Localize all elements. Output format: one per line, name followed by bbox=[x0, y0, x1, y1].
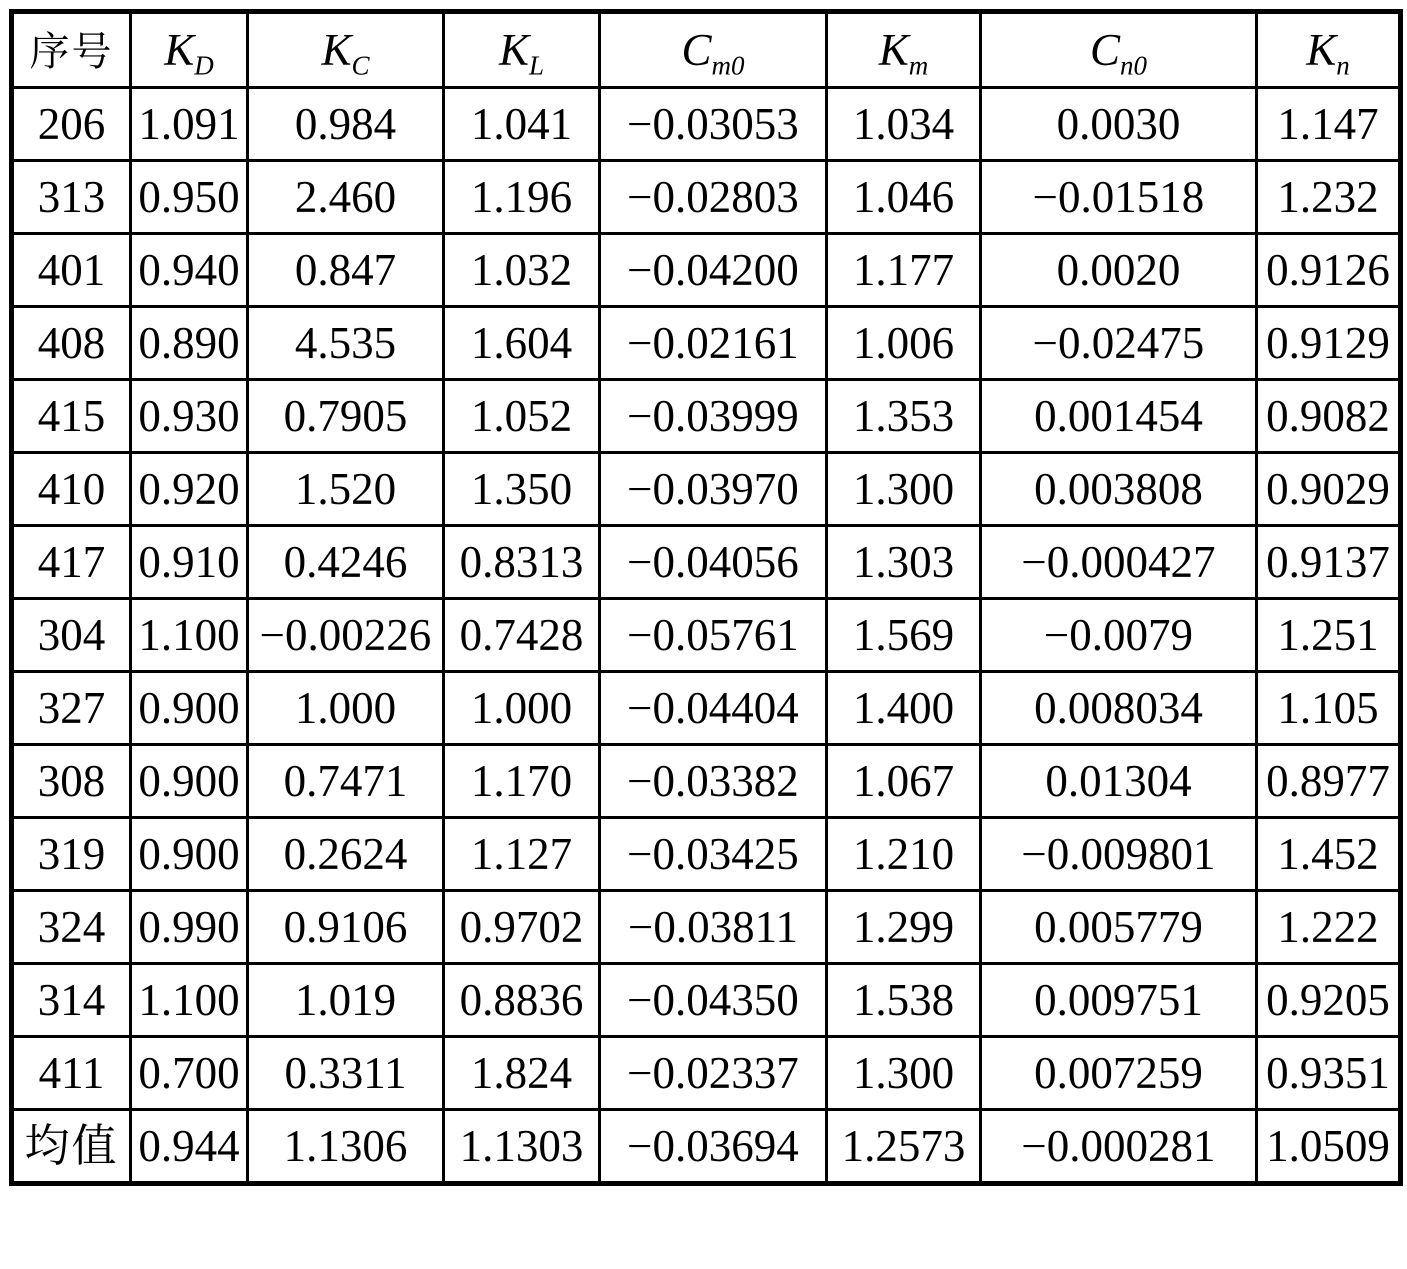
value-cell: 1.303 bbox=[827, 526, 981, 599]
value-cell: 1.127 bbox=[444, 818, 600, 891]
value-cell: 0.950 bbox=[131, 161, 248, 234]
value-cell: 0.900 bbox=[131, 745, 248, 818]
row-id-cell: 410 bbox=[12, 453, 131, 526]
value-cell: 1.1303 bbox=[444, 1110, 600, 1184]
value-cell: −0.01518 bbox=[981, 161, 1257, 234]
value-cell: 1.100 bbox=[131, 599, 248, 672]
header-label: 序号 bbox=[29, 28, 114, 74]
table-row bbox=[12, 380, 1401, 453]
value-cell: 1.300 bbox=[827, 453, 981, 526]
value-cell: 1.350 bbox=[444, 453, 600, 526]
value-cell: 1.251 bbox=[1257, 599, 1401, 672]
value-cell: −0.009801 bbox=[981, 818, 1257, 891]
value-cell: −0.03694 bbox=[600, 1110, 827, 1184]
value-cell: 1.052 bbox=[444, 380, 600, 453]
column-header-km bbox=[827, 12, 981, 88]
header-subscript: L bbox=[528, 49, 545, 80]
value-cell: −0.02337 bbox=[600, 1037, 827, 1110]
table-header bbox=[12, 12, 1401, 88]
table-row bbox=[12, 234, 1401, 307]
header-symbol: K bbox=[498, 24, 529, 75]
value-cell: 1.170 bbox=[444, 745, 600, 818]
header-subscript: m bbox=[908, 49, 929, 80]
value-cell: 0.9205 bbox=[1257, 964, 1401, 1037]
value-cell: 1.034 bbox=[827, 88, 981, 161]
value-cell: 0.990 bbox=[131, 891, 248, 964]
value-cell: 1.019 bbox=[248, 964, 444, 1037]
value-cell: 1.1306 bbox=[248, 1110, 444, 1184]
value-cell: 0.7905 bbox=[248, 380, 444, 453]
value-cell: 0.003808 bbox=[981, 453, 1257, 526]
row-id-cell: 206 bbox=[12, 88, 131, 161]
value-cell: 0.9082 bbox=[1257, 380, 1401, 453]
value-cell: 4.535 bbox=[248, 307, 444, 380]
value-cell: −0.03382 bbox=[600, 745, 827, 818]
value-cell: 0.4246 bbox=[248, 526, 444, 599]
header-symbol: C bbox=[681, 24, 712, 75]
value-cell: 0.7428 bbox=[444, 599, 600, 672]
value-cell: 1.569 bbox=[827, 599, 981, 672]
value-cell: −0.04200 bbox=[600, 234, 827, 307]
value-cell: 0.920 bbox=[131, 453, 248, 526]
column-header-kd bbox=[131, 12, 248, 88]
table-row bbox=[12, 818, 1401, 891]
value-cell: 1.041 bbox=[444, 88, 600, 161]
value-cell: 0.9702 bbox=[444, 891, 600, 964]
header-symbol: K bbox=[164, 24, 195, 75]
column-header-xuhao bbox=[12, 12, 131, 88]
value-cell: −0.03053 bbox=[600, 88, 827, 161]
value-cell: 1.520 bbox=[248, 453, 444, 526]
value-cell: −0.00226 bbox=[248, 599, 444, 672]
value-cell: 0.0020 bbox=[981, 234, 1257, 307]
table-row bbox=[12, 453, 1401, 526]
value-cell: −0.000427 bbox=[981, 526, 1257, 599]
table-row bbox=[12, 964, 1401, 1037]
value-cell: −0.02803 bbox=[600, 161, 827, 234]
value-cell: 1.824 bbox=[444, 1037, 600, 1110]
value-cell: 0.007259 bbox=[981, 1037, 1257, 1110]
row-id-cell: 327 bbox=[12, 672, 131, 745]
value-cell: 0.900 bbox=[131, 672, 248, 745]
column-header-cm0 bbox=[600, 12, 827, 88]
table-row bbox=[12, 672, 1401, 745]
value-cell: 1.400 bbox=[827, 672, 981, 745]
header-subscript: n0 bbox=[1120, 49, 1147, 80]
value-cell: 0.8836 bbox=[444, 964, 600, 1037]
row-id-cell: 304 bbox=[12, 599, 131, 672]
value-cell: 1.067 bbox=[827, 745, 981, 818]
value-cell: 1.105 bbox=[1257, 672, 1401, 745]
value-cell: −0.000281 bbox=[981, 1110, 1257, 1184]
value-cell: 0.2624 bbox=[248, 818, 444, 891]
value-cell: 0.890 bbox=[131, 307, 248, 380]
row-id-cell: 408 bbox=[12, 307, 131, 380]
value-cell: 0.009751 bbox=[981, 964, 1257, 1037]
row-id-cell: 313 bbox=[12, 161, 131, 234]
value-cell: 0.7471 bbox=[248, 745, 444, 818]
value-cell: 1.232 bbox=[1257, 161, 1401, 234]
header-subscript: C bbox=[351, 49, 370, 80]
table-row bbox=[12, 161, 1401, 234]
value-cell: 1.000 bbox=[248, 672, 444, 745]
value-cell: 1.300 bbox=[827, 1037, 981, 1110]
value-cell: 0.8977 bbox=[1257, 745, 1401, 818]
value-cell: 0.944 bbox=[131, 1110, 248, 1184]
value-cell: 0.847 bbox=[248, 234, 444, 307]
value-cell: 1.0509 bbox=[1257, 1110, 1401, 1184]
value-cell: 0.984 bbox=[248, 88, 444, 161]
value-cell: 1.196 bbox=[444, 161, 600, 234]
value-cell: −0.03970 bbox=[600, 453, 827, 526]
table-row bbox=[12, 88, 1401, 161]
row-id-cell: 417 bbox=[12, 526, 131, 599]
value-cell: 0.8313 bbox=[444, 526, 600, 599]
header-row bbox=[12, 12, 1401, 88]
table-row bbox=[12, 307, 1401, 380]
value-cell: 1.2573 bbox=[827, 1110, 981, 1184]
value-cell: 1.222 bbox=[1257, 891, 1401, 964]
value-cell: −0.03425 bbox=[600, 818, 827, 891]
table-body bbox=[12, 88, 1401, 1184]
value-cell: 1.538 bbox=[827, 964, 981, 1037]
value-cell: 1.210 bbox=[827, 818, 981, 891]
value-cell: 0.930 bbox=[131, 380, 248, 453]
value-cell: 0.9129 bbox=[1257, 307, 1401, 380]
value-cell: −0.04404 bbox=[600, 672, 827, 745]
column-header-kc bbox=[248, 12, 444, 88]
value-cell: −0.0079 bbox=[981, 599, 1257, 672]
table-row bbox=[12, 745, 1401, 818]
value-cell: −0.04350 bbox=[600, 964, 827, 1037]
value-cell: 1.000 bbox=[444, 672, 600, 745]
row-id-cell: 308 bbox=[12, 745, 131, 818]
value-cell: 0.008034 bbox=[981, 672, 1257, 745]
table-row bbox=[12, 526, 1401, 599]
value-cell: 1.032 bbox=[444, 234, 600, 307]
row-id-cell: 319 bbox=[12, 818, 131, 891]
table-row bbox=[12, 1037, 1401, 1110]
column-header-kl bbox=[444, 12, 600, 88]
value-cell: 0.3311 bbox=[248, 1037, 444, 1110]
row-id-cell: 411 bbox=[12, 1037, 131, 1110]
value-cell: 1.147 bbox=[1257, 88, 1401, 161]
value-cell: 0.005779 bbox=[981, 891, 1257, 964]
coefficient-table bbox=[9, 9, 1403, 1186]
row-id-cell: 401 bbox=[12, 234, 131, 307]
table-row bbox=[12, 599, 1401, 672]
value-cell: 1.604 bbox=[444, 307, 600, 380]
value-cell: 0.9137 bbox=[1257, 526, 1401, 599]
value-cell: 0.0030 bbox=[981, 88, 1257, 161]
value-cell: 1.299 bbox=[827, 891, 981, 964]
value-cell: −0.02161 bbox=[600, 307, 827, 380]
column-header-cn0 bbox=[981, 12, 1257, 88]
header-symbol: K bbox=[878, 24, 909, 75]
header-subscript: n bbox=[1336, 49, 1350, 80]
value-cell: 1.452 bbox=[1257, 818, 1401, 891]
value-cell: −0.03999 bbox=[600, 380, 827, 453]
column-header-kn bbox=[1257, 12, 1401, 88]
value-cell: 0.01304 bbox=[981, 745, 1257, 818]
value-cell: 2.460 bbox=[248, 161, 444, 234]
header-symbol: C bbox=[1089, 24, 1120, 75]
value-cell: 1.353 bbox=[827, 380, 981, 453]
value-cell: 0.9029 bbox=[1257, 453, 1401, 526]
value-cell: 0.9106 bbox=[248, 891, 444, 964]
value-cell: 0.9126 bbox=[1257, 234, 1401, 307]
row-id-cell: 324 bbox=[12, 891, 131, 964]
value-cell: 1.006 bbox=[827, 307, 981, 380]
header-subscript: m0 bbox=[711, 49, 745, 80]
value-cell: 0.700 bbox=[131, 1037, 248, 1110]
value-cell: −0.02475 bbox=[981, 307, 1257, 380]
value-cell: 0.001454 bbox=[981, 380, 1257, 453]
table-row-mean bbox=[12, 1110, 1401, 1184]
row-id-cell: 415 bbox=[12, 380, 131, 453]
value-cell: 0.900 bbox=[131, 818, 248, 891]
value-cell: −0.04056 bbox=[600, 526, 827, 599]
value-cell: −0.05761 bbox=[600, 599, 827, 672]
row-id-cell: 314 bbox=[12, 964, 131, 1037]
header-symbol: K bbox=[1306, 24, 1337, 75]
header-subscript: D bbox=[194, 49, 214, 80]
value-cell: 1.177 bbox=[827, 234, 981, 307]
value-cell: 0.940 bbox=[131, 234, 248, 307]
value-cell: 1.046 bbox=[827, 161, 981, 234]
header-symbol: K bbox=[321, 24, 352, 75]
value-cell: 0.910 bbox=[131, 526, 248, 599]
table-row bbox=[12, 891, 1401, 964]
row-id-cell: 均值 bbox=[12, 1110, 131, 1184]
value-cell: 1.091 bbox=[131, 88, 248, 161]
value-cell: −0.03811 bbox=[600, 891, 827, 964]
value-cell: 1.100 bbox=[131, 964, 248, 1037]
value-cell: 0.9351 bbox=[1257, 1037, 1401, 1110]
